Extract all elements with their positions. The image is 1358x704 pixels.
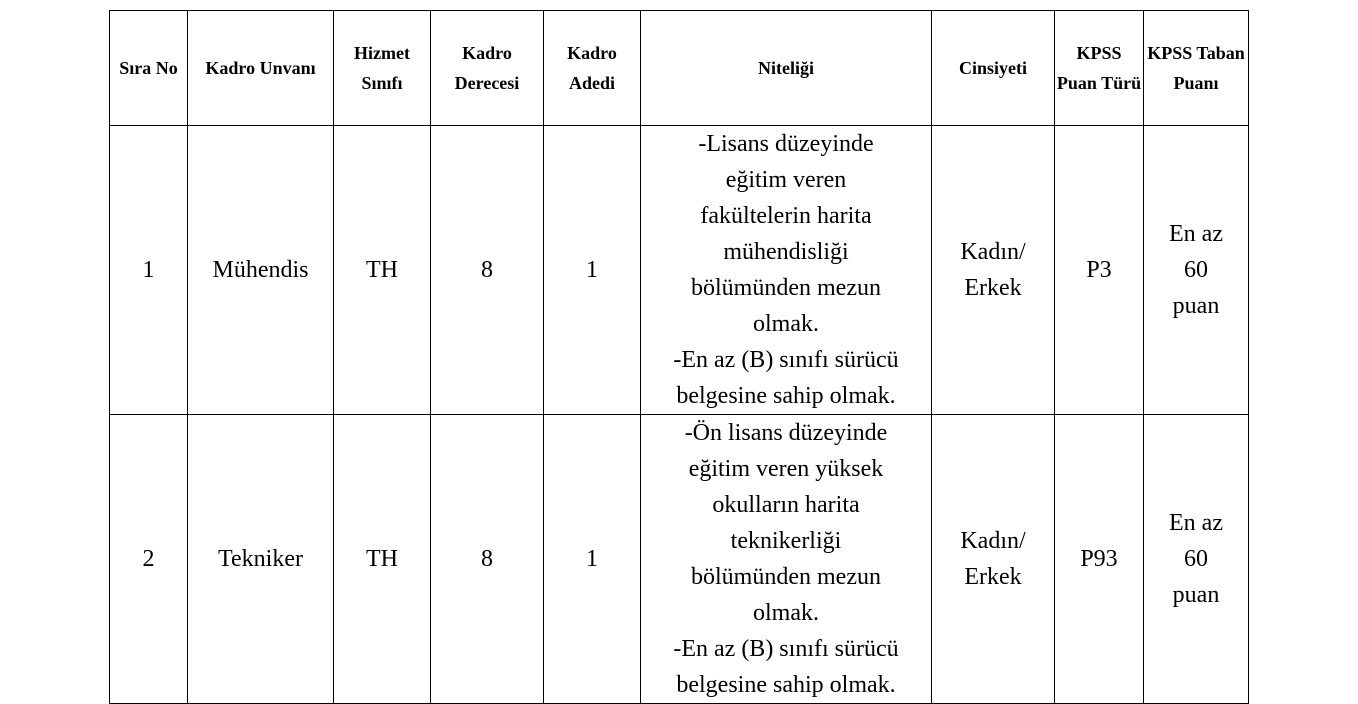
cell-kpss-taban-puani: En az 60 puan <box>1144 415 1249 704</box>
header-niteligi: Niteliği <box>641 11 932 126</box>
cell-cinsiyeti: Kadın/ Erkek <box>932 415 1055 704</box>
table-header-row <box>110 11 1249 126</box>
cell-kadro-unvani: Mühendis <box>188 126 334 415</box>
cell-sira-no: 1 <box>110 126 188 415</box>
cell-kpss-puan-turu: P3 <box>1055 126 1144 415</box>
cell-sira-no: 2 <box>110 415 188 704</box>
cell-cinsiyeti: Kadın/ Erkek <box>932 126 1055 415</box>
cell-kpss-puan-turu: P93 <box>1055 415 1144 704</box>
cell-kadro-adedi: 1 <box>544 126 641 415</box>
header-kadro-unvani: Kadro Unvanı <box>188 11 334 126</box>
header-sira-no: Sıra No <box>110 11 188 126</box>
cell-niteligi: -Ön lisans düzeyinde eğitim veren yüksek okulların harita teknikerliği bölümünden mezun olmak. -En az (B) sınıfı sürücü belgesine sahip olmak. <box>641 415 932 704</box>
header-kadro-adedi: Kadro Adedi <box>544 11 641 126</box>
header-kpss-taban-puani: KPSS Taban Puanı <box>1144 11 1249 126</box>
cell-kpss-taban-puani: En az 60 puan <box>1144 126 1249 415</box>
header-hizmet-sinifi: Hizmet Sınıfı <box>334 11 431 126</box>
table-row <box>110 126 1249 415</box>
cell-hizmet-sinifi: TH <box>334 415 431 704</box>
cell-hizmet-sinifi: TH <box>334 126 431 415</box>
cell-kadro-derecesi: 8 <box>431 126 544 415</box>
table-row <box>110 415 1249 704</box>
cell-kadro-adedi: 1 <box>544 415 641 704</box>
cell-kadro-derecesi: 8 <box>431 415 544 704</box>
header-kpss-puan-turu: KPSS Puan Türü <box>1055 11 1144 126</box>
header-kadro-derecesi: Kadro Derecesi <box>431 11 544 126</box>
job-positions-table <box>109 10 1249 704</box>
header-cinsiyeti: Cinsiyeti <box>932 11 1055 126</box>
cell-niteligi: -Lisans düzeyinde eğitim veren fakültelerin harita mühendisliği bölümünden mezun olmak. -En az (B) sınıfı sürücü belgesine sahip olmak. <box>641 126 932 415</box>
cell-kadro-unvani: Tekniker <box>188 415 334 704</box>
